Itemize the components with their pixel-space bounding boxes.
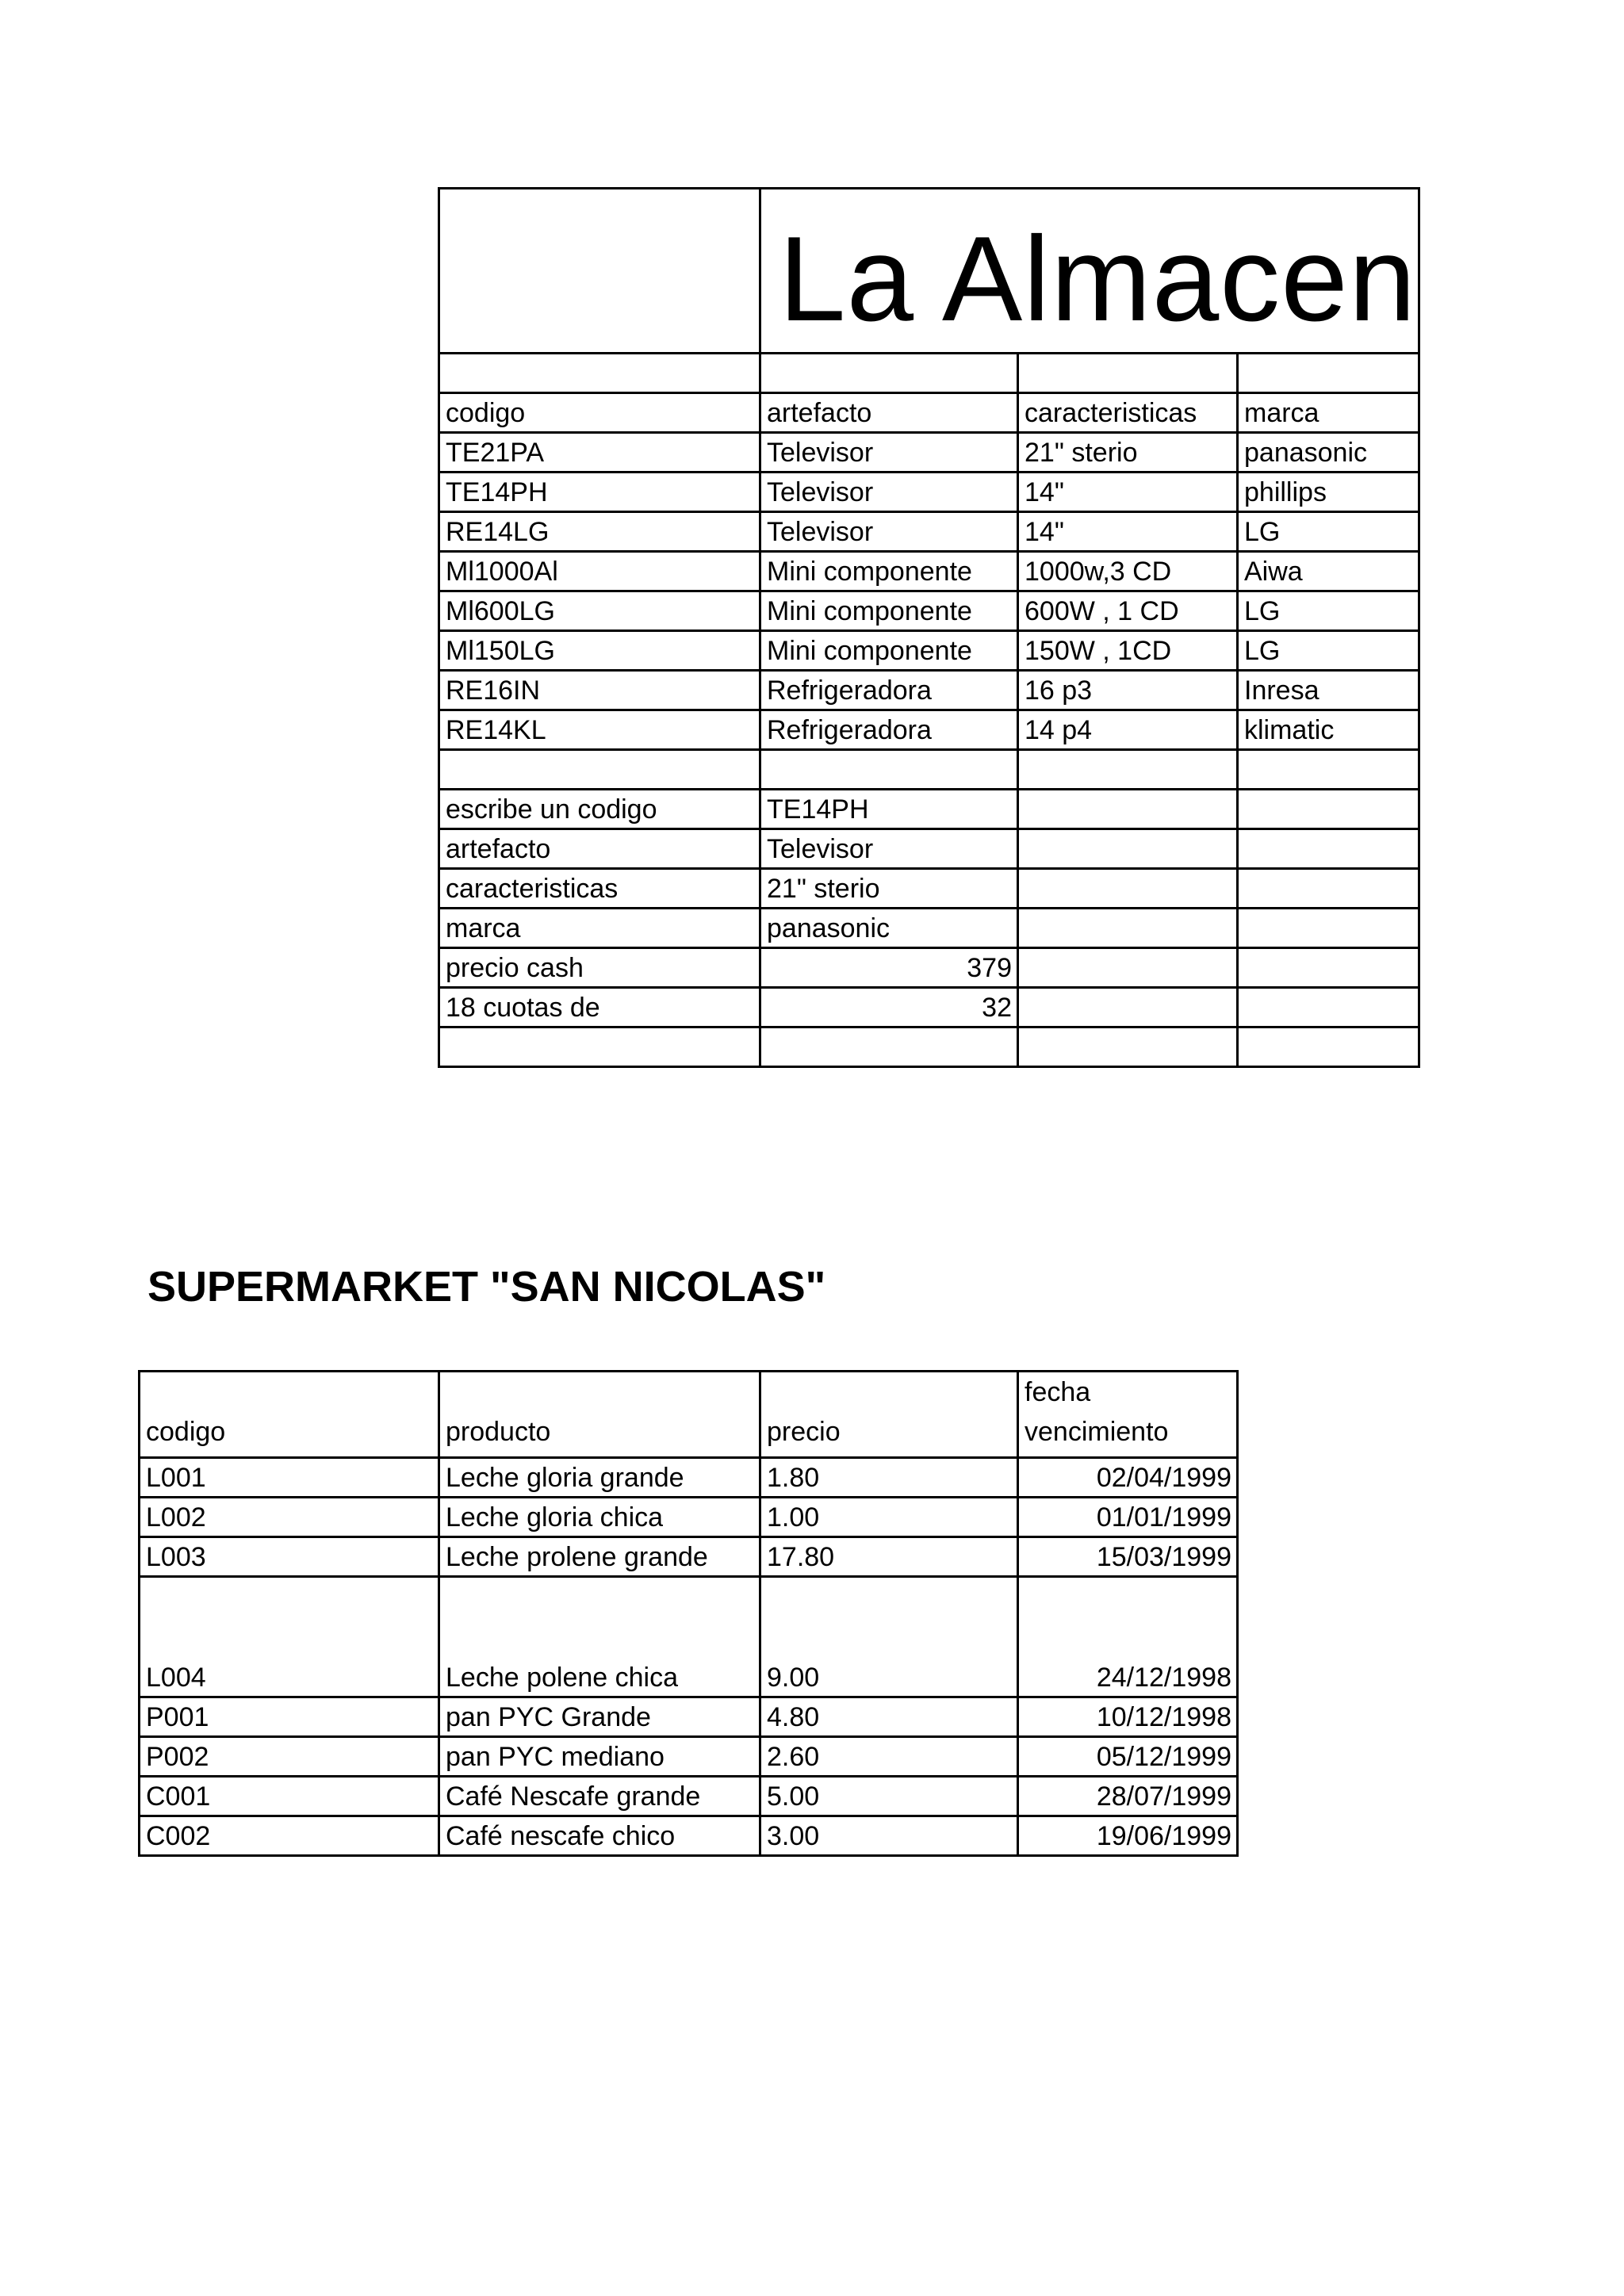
cell[interactable]: C001 (140, 1777, 439, 1816)
lookup-value[interactable]: 379 (760, 948, 1018, 988)
lookup-row (439, 869, 1419, 909)
supermarket-table (138, 1370, 1239, 1857)
almacen-table (438, 187, 1420, 1068)
cell[interactable]: 01/01/1999 (1018, 1498, 1238, 1537)
almacen-header-row (439, 393, 1419, 433)
lookup-row (439, 988, 1419, 1027)
blank-cell[interactable] (1238, 790, 1419, 829)
product-row (439, 631, 1419, 671)
cell[interactable]: pan PYC mediano (439, 1737, 760, 1777)
cell[interactable]: Ml600LG (439, 591, 760, 631)
blank-cell[interactable] (439, 354, 760, 393)
product-row (439, 433, 1419, 473)
table-row (140, 1498, 1238, 1537)
cell[interactable]: 14" (1018, 512, 1238, 552)
lookup-label: caracteristicas (439, 869, 760, 909)
supermarket-header-row (140, 1372, 1238, 1458)
cell[interactable]: 1000w,3 CD (1018, 552, 1238, 591)
cell[interactable]: Aiwa (1238, 552, 1419, 591)
lookup-label: 18 cuotas de (439, 988, 760, 1027)
blank-cell[interactable] (1238, 869, 1419, 909)
cell[interactable]: 9.00 (760, 1577, 1018, 1697)
cell[interactable]: LG (1238, 512, 1419, 552)
lookup-row (439, 790, 1419, 829)
cell[interactable]: Televisor (760, 512, 1018, 552)
cell[interactable]: P001 (140, 1697, 439, 1737)
cell[interactable]: 14 p4 (1018, 710, 1238, 750)
lookup-row (439, 948, 1419, 988)
blank-cell[interactable] (1238, 750, 1419, 790)
cell[interactable]: 600W , 1 CD (1018, 591, 1238, 631)
supermarket-title: SUPERMARKET "SAN NICOLAS" (147, 1263, 826, 1311)
product-row (439, 710, 1419, 750)
cell[interactable]: 02/04/1999 (1018, 1458, 1238, 1498)
blank-cell[interactable] (1018, 790, 1238, 829)
cell[interactable]: L001 (140, 1458, 439, 1498)
blank-cell[interactable] (1018, 948, 1238, 988)
cell[interactable]: L004 (140, 1577, 439, 1697)
cell[interactable]: 17.80 (760, 1537, 1018, 1577)
lookup-row (439, 909, 1419, 948)
product-row (439, 512, 1419, 552)
cell[interactable]: 10/12/1998 (1018, 1697, 1238, 1737)
blank-cell[interactable] (1018, 909, 1238, 948)
cell[interactable]: Mini componente (760, 552, 1018, 591)
table-row (140, 1777, 1238, 1816)
blank-cell[interactable] (1238, 1027, 1419, 1067)
header-cell[interactable]: caracteristicas (1018, 393, 1238, 433)
table-row (140, 1737, 1238, 1777)
lookup-value[interactable]: 32 (760, 988, 1018, 1027)
header-cell[interactable]: fecha vencimiento (1018, 1372, 1238, 1458)
cell[interactable]: LG (1238, 591, 1419, 631)
table-row (140, 1697, 1238, 1737)
table-row (140, 1816, 1238, 1856)
cell[interactable]: RE16IN (439, 671, 760, 710)
cell[interactable]: RE14KL (439, 710, 760, 750)
blank-cell[interactable] (1018, 988, 1238, 1027)
cell[interactable]: C002 (140, 1816, 439, 1856)
cell[interactable]: TE14PH (439, 473, 760, 512)
cell[interactable]: 05/12/1999 (1018, 1737, 1238, 1777)
blank-cell[interactable] (1238, 988, 1419, 1027)
cell[interactable]: Ml1000Al (439, 552, 760, 591)
table-row (140, 1577, 1238, 1697)
blank-cell[interactable] (1018, 354, 1238, 393)
lookup-value[interactable]: panasonic (760, 909, 1018, 948)
cell[interactable]: L003 (140, 1537, 439, 1577)
cell[interactable]: 150W , 1CD (1018, 631, 1238, 671)
lookup-label: precio cash (439, 948, 760, 988)
lookup-label: artefacto (439, 829, 760, 869)
cell[interactable]: Ml150LG (439, 631, 760, 671)
cell[interactable]: 4.80 (760, 1697, 1018, 1737)
cell[interactable]: 19/06/1999 (1018, 1816, 1238, 1856)
cell[interactable]: 15/03/1999 (1018, 1537, 1238, 1577)
cell[interactable]: 5.00 (760, 1777, 1018, 1816)
cell[interactable]: Café nescafe chico (439, 1816, 760, 1856)
cell[interactable]: Leche prolene grande (439, 1537, 760, 1577)
product-row (439, 591, 1419, 631)
table-row (140, 1537, 1238, 1577)
cell[interactable]: LG (1238, 631, 1419, 671)
header-cell[interactable]: marca (1238, 393, 1419, 433)
cell[interactable]: 21" sterio (1018, 433, 1238, 473)
cell[interactable]: Leche gloria chica (439, 1498, 760, 1537)
cell[interactable]: phillips (1238, 473, 1419, 512)
lookup-value[interactable]: Televisor (760, 829, 1018, 869)
cell[interactable]: pan PYC Grande (439, 1697, 760, 1737)
cell[interactable]: 14" (1018, 473, 1238, 512)
blank-cell[interactable] (760, 750, 1018, 790)
lookup-label: marca (439, 909, 760, 948)
cell[interactable]: 16 p3 (1018, 671, 1238, 710)
blank-cell[interactable] (1018, 1027, 1238, 1067)
cell[interactable]: Mini componente (760, 631, 1018, 671)
header-cell[interactable]: codigo (439, 393, 760, 433)
product-row (439, 552, 1419, 591)
blank-cell[interactable] (1238, 829, 1419, 869)
cell[interactable]: Televisor (760, 473, 1018, 512)
cell[interactable]: 28/07/1999 (1018, 1777, 1238, 1816)
code-input-cell[interactable]: TE14PH (760, 790, 1018, 829)
cell[interactable]: panasonic (1238, 433, 1419, 473)
blank-cell[interactable] (439, 189, 760, 354)
cell[interactable]: 3.00 (760, 1816, 1018, 1856)
header-cell[interactable]: artefacto (760, 393, 1018, 433)
lookup-label: escribe un codigo (439, 790, 760, 829)
blank-cell[interactable] (760, 1027, 1018, 1067)
cell[interactable]: Televisor (760, 433, 1018, 473)
cell[interactable]: Refrigeradora (760, 671, 1018, 710)
blank-cell[interactable] (1018, 829, 1238, 869)
table-row (140, 1458, 1238, 1498)
lookup-row (439, 829, 1419, 869)
cell[interactable]: TE21PA (439, 433, 760, 473)
lookup-value[interactable]: 21" sterio (760, 869, 1018, 909)
blank-cell[interactable] (1238, 948, 1419, 988)
blank-cell[interactable] (1018, 869, 1238, 909)
cell[interactable]: Inresa (1238, 671, 1419, 710)
cell[interactable]: RE14LG (439, 512, 760, 552)
almacen-title: La Almacen (760, 189, 1419, 354)
cell[interactable]: Café Nescafe grande (439, 1777, 760, 1816)
cell[interactable]: 1.80 (760, 1458, 1018, 1498)
header-cell[interactable]: producto (439, 1372, 760, 1458)
cell[interactable]: P002 (140, 1737, 439, 1777)
blank-cell[interactable] (1238, 354, 1419, 393)
blank-cell[interactable] (1238, 909, 1419, 948)
blank-cell[interactable] (439, 750, 760, 790)
cell[interactable]: Mini componente (760, 591, 1018, 631)
cell[interactable]: klimatic (1238, 710, 1419, 750)
cell[interactable]: Leche gloria grande (439, 1458, 760, 1498)
product-row (439, 671, 1419, 710)
header-cell[interactable]: codigo (140, 1372, 439, 1458)
blank-cell[interactable] (1018, 750, 1238, 790)
product-row (439, 473, 1419, 512)
cell[interactable]: 2.60 (760, 1737, 1018, 1777)
cell[interactable]: 1.00 (760, 1498, 1018, 1537)
cell[interactable]: Refrigeradora (760, 710, 1018, 750)
cell[interactable]: L002 (140, 1498, 439, 1537)
header-cell[interactable]: precio (760, 1372, 1018, 1458)
cell[interactable]: 24/12/1998 (1018, 1577, 1238, 1697)
blank-cell[interactable] (439, 1027, 760, 1067)
blank-cell[interactable] (760, 354, 1018, 393)
cell[interactable]: Leche polene chica (439, 1577, 760, 1697)
